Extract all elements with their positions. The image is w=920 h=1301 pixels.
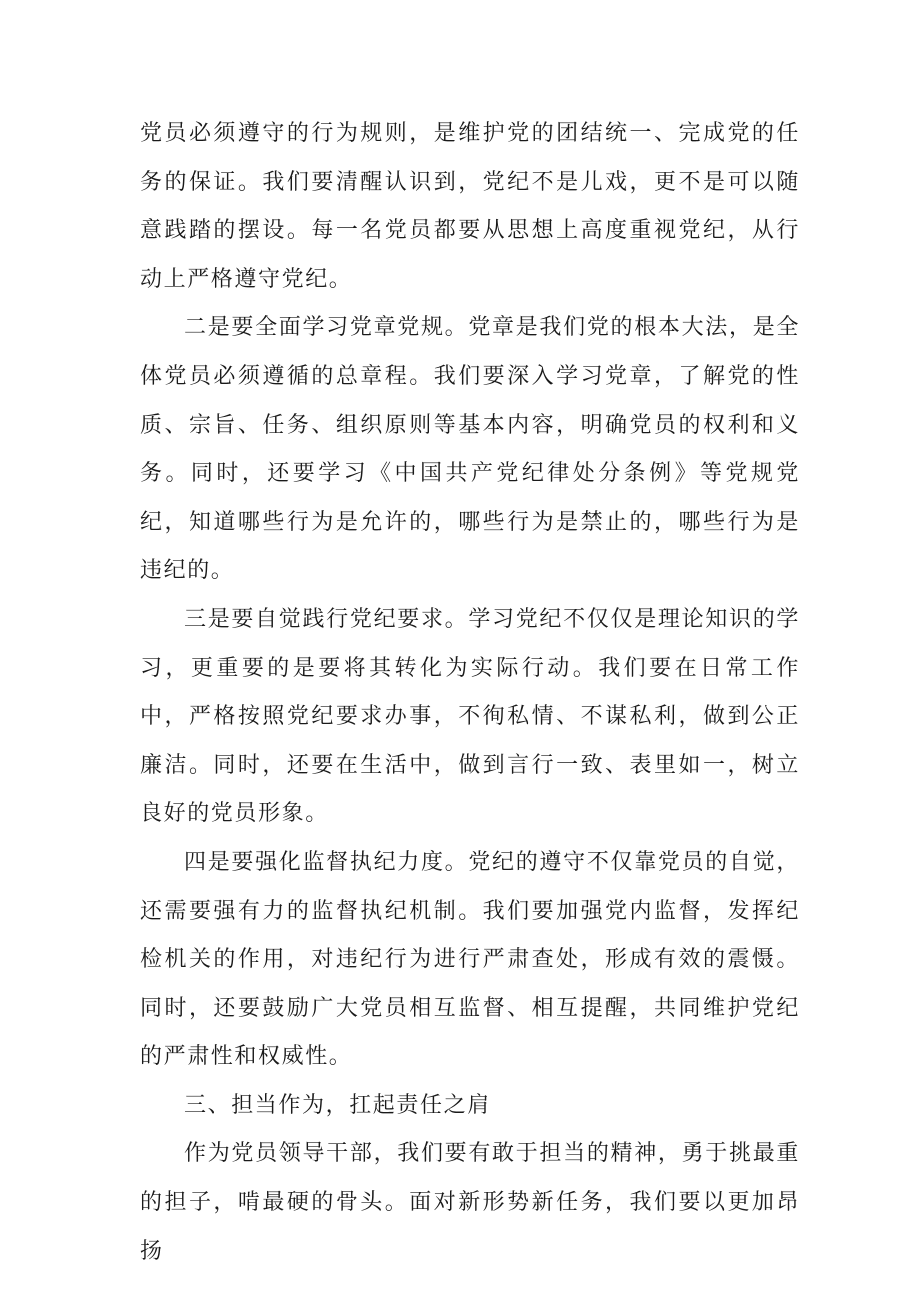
- paragraph-practice-discipline: 三是要自觉践行党纪要求。学习党纪不仅仅是理论知识的学习，更重要的是要将其转化为实际行动。我们要在日常工作中，严格按照党纪要求办事，不徇私情、不谋私利，做到公正廉洁。同时，还要在生活中，做到言行一致、表里如一，树立良好的党员形象。: [140, 606, 800, 827]
- paragraph-study-party-rules: 二是要全面学习党章党规。党章是我们党的根本大法，是全体党员必须遵循的总章程。我们要深入学习党章，了解党的性质、宗旨、任务、组织原则等基本内容，明确党员的权利和义务。同时，还要学习《中国共产党纪律处分条例》等党规党纪，知道哪些行为是允许的，哪些行为是禁止的，哪些行为是违纪的。: [140, 315, 800, 584]
- paragraph-responsibility: 作为党员领导干部，我们要有敢于担当的精神，勇于挑最重的担子，啃最硬的骨头。面对新形势新任务，我们要以更加昂扬: [140, 1141, 800, 1264]
- section-heading: 三、担当作为，扛起责任之肩: [184, 1092, 491, 1118]
- document-body: [140, 110, 800, 1276]
- paragraph-continuation: 党员必须遵守的行为规则，是维护党的团结统一、完成党的任务的保证。我们要清醒认识到，党纪不是儿戏，更不是可以随意践踏的摆设。每一名党员都要从思想上高度重视党纪，从行动上严格遵守党纪。: [140, 121, 800, 292]
- paragraph-supervision: 四是要强化监督执纪力度。党纪的遵守不仅靠党员的自觉，还需要强有力的监督执纪机制。我们要加强党内监督，发挥纪检机关的作用，对违纪行为进行严肃查处，形成有效的震慑。同时，还要鼓励广大党员相互监督、相互提醒，共同维护党纪的严肃性和权威性。: [140, 849, 800, 1070]
